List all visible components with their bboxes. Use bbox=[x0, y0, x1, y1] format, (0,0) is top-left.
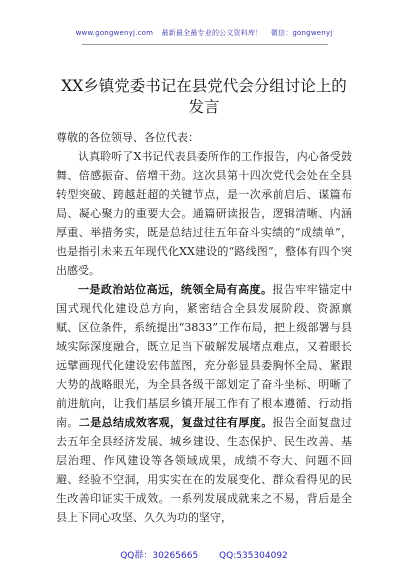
point-two-heading: 二是总结成效客观，复盘过往有厚度。 bbox=[78, 416, 273, 429]
point-one-text: 报告牢牢锚定中国式现代化建设总方向，紧密结合全县发展阶段、资源禀赋、区位条件，系统提出“3833”工作布局，把上级部署与县域实际深度融合，既立足当下破解发展堵点难点，又着眼长远擘画现代化建设宏伟蓝图，充分彰显县委胸怀全局、紧跟大势的战略眼光，为全县各级干部划定了奋斗坐标、明晰了前进航向，让我们基层乡镇开展工作有了根本遵循、行动指南。 bbox=[56, 283, 352, 429]
salutation: 尊敬的各位领导、各位代表： bbox=[56, 131, 199, 144]
document-title: XX乡镇党委书记在县党代会分组讨论上的发言 bbox=[61, 77, 347, 116]
header-wechat: 微信：gongwenyj bbox=[270, 29, 333, 37]
header-slogan: 最新最全最专业的公文资料库！ bbox=[161, 29, 263, 37]
footer-qq-group: QQ群：30265665 bbox=[120, 551, 199, 561]
page-footer bbox=[0, 548, 408, 561]
page-header bbox=[0, 28, 408, 38]
point-one-heading: 一是政治站位高远，统领全局有高度。 bbox=[78, 283, 273, 296]
paragraph-intro: 认真聆听了X书记代表县委所作的工作报告，内心备受鼓舞、倍感振奋、倍增干劲。这次县第十四次党代会处在全县转型突破、跨越赶超的关键节点，是一次承前启后、谋篇布局、凝心聚力的重要大会。通篇研读报告，逻辑清晰、内涵厚重、举措务实，既是总结过往五年奋斗实绩的“成绩单”，也是指引未来五年现代化XX建设的“路线图”，整体有四个突出感受。 bbox=[56, 150, 352, 277]
document-body bbox=[56, 128, 352, 527]
header-divider bbox=[82, 44, 328, 45]
footer-qq: QQ:535304092 bbox=[219, 551, 288, 561]
paragraph-points bbox=[56, 280, 352, 527]
header-site-link[interactable]: www.gongwenyj.com bbox=[75, 29, 154, 37]
point-two-text: 报告全面复盘过去五年全县经济发展、城乡建设、生态保护、民生改善、基层治理、作风建设等各领域成果，成绩不夸大、问题不回避、经验不空洞，用实实在在的发展变化、群众看得见的民生改善印证实干成效。一系列发展成就来之不易，背后是全县上下同心攻坚、久久为功的坚守， bbox=[56, 416, 353, 524]
